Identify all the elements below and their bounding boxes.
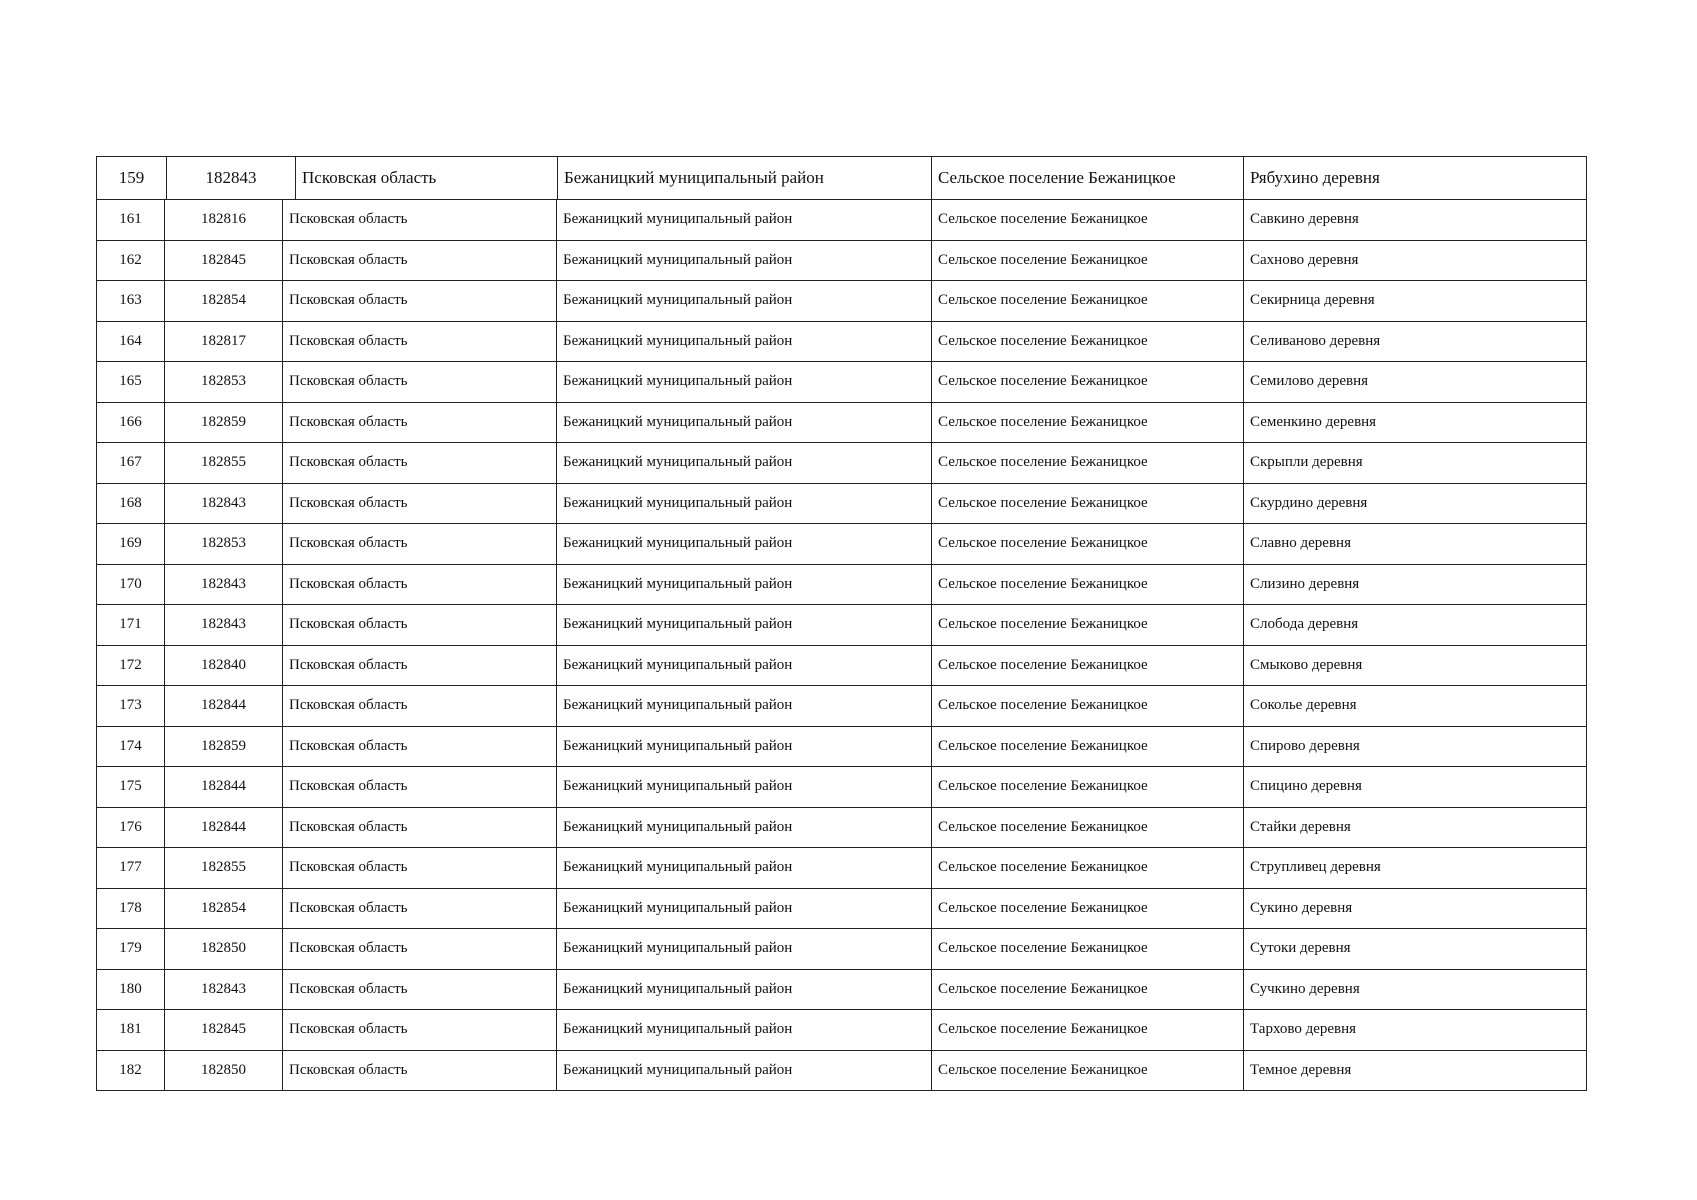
table-row bbox=[96, 1051, 1587, 1092]
postal-code-cell: 182853 bbox=[165, 524, 283, 564]
region-cell: Псковская область bbox=[283, 565, 557, 605]
settlement-cell: Сельское поселение Бежаницкое bbox=[932, 443, 1244, 483]
locality-cell: Темное деревня bbox=[1250, 1061, 1352, 1078]
postal-code-cell: 182859 bbox=[165, 727, 283, 767]
row-number-cell: 159 bbox=[97, 157, 167, 199]
row-number-cell: 171 bbox=[97, 605, 165, 645]
settlement-cell: Сельское поселение Бежаницкое bbox=[932, 200, 1244, 240]
table-row bbox=[96, 727, 1587, 768]
region-cell: Псковская область bbox=[283, 767, 557, 807]
district-cell: Бежаницкий муниципальный район bbox=[557, 322, 932, 362]
district-cell: Бежаницкий муниципальный район bbox=[557, 767, 932, 807]
table-row bbox=[96, 767, 1587, 808]
region-cell: Псковская область bbox=[283, 524, 557, 564]
row-number-cell: 161 bbox=[97, 200, 165, 240]
row-number-cell: 167 bbox=[97, 443, 165, 483]
settlement-cell: Сельское поселение Бежаницкое bbox=[932, 889, 1244, 929]
district-cell: Бежаницкий муниципальный район bbox=[557, 970, 932, 1010]
postal-code-cell: 182843 bbox=[167, 157, 296, 199]
postal-code-cell: 182854 bbox=[165, 281, 283, 321]
table-row bbox=[96, 929, 1587, 970]
locality-cell: Селиваново деревня bbox=[1250, 332, 1381, 349]
locality-cell: Семенкино деревня bbox=[1250, 413, 1377, 430]
settlement-cell: Сельское поселение Бежаницкое bbox=[932, 1051, 1244, 1091]
table-row bbox=[96, 443, 1587, 484]
district-cell: Бежаницкий муниципальный район bbox=[557, 403, 932, 443]
row-number-cell: 174 bbox=[97, 727, 165, 767]
region-cell: Псковская область bbox=[283, 200, 557, 240]
postal-code-cell: 182817 bbox=[165, 322, 283, 362]
district-cell: Бежаницкий муниципальный район bbox=[557, 727, 932, 767]
settlement-cell: Сельское поселение Бежаницкое bbox=[932, 646, 1244, 686]
district-cell: Бежаницкий муниципальный район bbox=[557, 484, 932, 524]
region-cell: Псковская область bbox=[283, 403, 557, 443]
district-cell: Бежаницкий муниципальный район bbox=[557, 848, 932, 888]
postal-code-cell: 182855 bbox=[165, 443, 283, 483]
settlement-cell: Сельское поселение Бежаницкое bbox=[932, 727, 1244, 767]
district-cell: Бежаницкий муниципальный район bbox=[557, 443, 932, 483]
settlement-cell: Сельское поселение Бежаницкое bbox=[932, 848, 1244, 888]
settlement-cell: Сельское поселение Бежаницкое bbox=[932, 484, 1244, 524]
district-cell: Бежаницкий муниципальный район bbox=[557, 1051, 932, 1091]
table-row bbox=[96, 362, 1587, 403]
settlement-cell: Сельское поселение Бежаницкое bbox=[932, 605, 1244, 645]
table-row bbox=[96, 241, 1587, 282]
locality-cell: Слизино деревня bbox=[1250, 575, 1360, 592]
table-row bbox=[96, 605, 1587, 646]
locality-cell: Сахново деревня bbox=[1250, 251, 1359, 268]
locality-cell: Скрыпли деревня bbox=[1250, 454, 1363, 471]
locality-cell: Спицино деревня bbox=[1250, 778, 1362, 795]
row-number-cell: 165 bbox=[97, 362, 165, 402]
locality-cell: Слобода деревня bbox=[1250, 616, 1359, 633]
district-cell: Бежаницкий муниципальный район bbox=[557, 889, 932, 929]
region-cell: Псковская область bbox=[283, 362, 557, 402]
region-cell: Псковская область bbox=[283, 970, 557, 1010]
row-number-cell: 177 bbox=[97, 848, 165, 888]
district-cell: Бежаницкий муниципальный район bbox=[557, 808, 932, 848]
district-cell: Бежаницкий муниципальный район bbox=[557, 1010, 932, 1050]
postal-code-cell: 182845 bbox=[165, 241, 283, 281]
locality-cell: Сукино деревня bbox=[1250, 899, 1353, 916]
table-row bbox=[96, 848, 1587, 889]
row-number-cell: 173 bbox=[97, 686, 165, 726]
table-row bbox=[96, 565, 1587, 606]
postal-code-cell: 182854 bbox=[165, 889, 283, 929]
region-cell: Псковская область bbox=[296, 157, 558, 199]
locality-cell: Скурдино деревня bbox=[1250, 494, 1368, 511]
district-cell: Бежаницкий муниципальный район bbox=[557, 281, 932, 321]
table-row bbox=[96, 686, 1587, 727]
settlement-cell: Сельское поселение Бежаницкое bbox=[932, 929, 1244, 969]
settlement-cell: Сельское поселение Бежаницкое bbox=[932, 403, 1244, 443]
locality-cell: Секирница деревня bbox=[1250, 292, 1375, 309]
table-row bbox=[96, 200, 1587, 241]
postal-code-cell: 182844 bbox=[165, 767, 283, 807]
postal-code-cell: 182843 bbox=[165, 605, 283, 645]
region-cell: Псковская область bbox=[283, 848, 557, 888]
table-row bbox=[96, 970, 1587, 1011]
region-cell: Псковская область bbox=[283, 241, 557, 281]
settlement-cell: Сельское поселение Бежаницкое bbox=[932, 686, 1244, 726]
district-cell: Бежаницкий муниципальный район bbox=[557, 929, 932, 969]
row-number-cell: 162 bbox=[97, 241, 165, 281]
row-number-cell: 164 bbox=[97, 322, 165, 362]
district-cell: Бежаницкий муниципальный район bbox=[557, 565, 932, 605]
settlement-cell: Сельское поселение Бежаницкое bbox=[932, 322, 1244, 362]
postal-code-cell: 182844 bbox=[165, 686, 283, 726]
row-number-cell: 181 bbox=[97, 1010, 165, 1050]
postal-code-cell: 182853 bbox=[165, 362, 283, 402]
row-number-cell: 172 bbox=[97, 646, 165, 686]
district-cell: Бежаницкий муниципальный район bbox=[557, 605, 932, 645]
settlement-cell: Сельское поселение Бежаницкое bbox=[932, 808, 1244, 848]
settlements-table bbox=[96, 156, 1587, 1091]
region-cell: Псковская область bbox=[283, 1010, 557, 1050]
locality-cell: Струпливец деревня bbox=[1250, 859, 1381, 876]
table-row bbox=[96, 403, 1587, 444]
region-cell: Псковская область bbox=[283, 646, 557, 686]
table-row bbox=[96, 524, 1587, 565]
locality-cell: Сучкино деревня bbox=[1250, 980, 1360, 997]
settlement-cell: Сельское поселение Бежаницкое bbox=[932, 1010, 1244, 1050]
district-cell: Бежаницкий муниципальный район bbox=[557, 362, 932, 402]
row-number-cell: 178 bbox=[97, 889, 165, 929]
postal-code-cell: 182859 bbox=[165, 403, 283, 443]
postal-code-cell: 182855 bbox=[165, 848, 283, 888]
district-cell: Бежаницкий муниципальный район bbox=[558, 157, 932, 199]
region-cell: Псковская область bbox=[283, 889, 557, 929]
postal-code-cell: 182816 bbox=[165, 200, 283, 240]
region-cell: Псковская область bbox=[283, 1051, 557, 1091]
table-row bbox=[96, 156, 1587, 200]
locality-cell: Славно деревня bbox=[1250, 535, 1351, 552]
region-cell: Псковская область bbox=[283, 281, 557, 321]
locality-cell: Стайки деревня bbox=[1250, 818, 1351, 835]
district-cell: Бежаницкий муниципальный район bbox=[557, 686, 932, 726]
settlement-cell: Сельское поселение Бежаницкое bbox=[932, 767, 1244, 807]
table-row bbox=[96, 484, 1587, 525]
region-cell: Псковская область bbox=[283, 322, 557, 362]
postal-code-cell: 182850 bbox=[165, 929, 283, 969]
settlement-cell: Сельское поселение Бежаницкое bbox=[932, 362, 1244, 402]
table-row bbox=[96, 646, 1587, 687]
row-number-cell: 175 bbox=[97, 767, 165, 807]
row-number-cell: 170 bbox=[97, 565, 165, 605]
region-cell: Псковская область bbox=[283, 484, 557, 524]
region-cell: Псковская область bbox=[283, 686, 557, 726]
row-number-cell: 182 bbox=[97, 1051, 165, 1091]
locality-cell: Спирово деревня bbox=[1250, 737, 1360, 754]
row-number-cell: 166 bbox=[97, 403, 165, 443]
row-number-cell: 179 bbox=[97, 929, 165, 969]
settlement-cell: Сельское поселение Бежаницкое bbox=[932, 241, 1244, 281]
row-number-cell: 168 bbox=[97, 484, 165, 524]
row-number-cell: 169 bbox=[97, 524, 165, 564]
district-cell: Бежаницкий муниципальный район bbox=[557, 241, 932, 281]
postal-code-cell: 182845 bbox=[165, 1010, 283, 1050]
locality-cell: Сутоки деревня bbox=[1250, 940, 1351, 957]
region-cell: Псковская область bbox=[283, 605, 557, 645]
locality-cell: Рябухино деревня bbox=[1250, 168, 1380, 187]
postal-code-cell: 182850 bbox=[165, 1051, 283, 1091]
row-number-cell: 176 bbox=[97, 808, 165, 848]
region-cell: Псковская область bbox=[283, 727, 557, 767]
table-row bbox=[96, 281, 1587, 322]
district-cell: Бежаницкий муниципальный район bbox=[557, 646, 932, 686]
settlement-cell: Сельское поселение Бежаницкое bbox=[932, 970, 1244, 1010]
postal-code-cell: 182840 bbox=[165, 646, 283, 686]
row-number-cell: 163 bbox=[97, 281, 165, 321]
settlement-cell: Сельское поселение Бежаницкое bbox=[932, 565, 1244, 605]
locality-cell: Смыково деревня bbox=[1250, 656, 1363, 673]
postal-code-cell: 182843 bbox=[165, 970, 283, 1010]
table-row bbox=[96, 1010, 1587, 1051]
settlement-cell: Сельское поселение Бежаницкое bbox=[932, 524, 1244, 564]
postal-code-cell: 182843 bbox=[165, 565, 283, 605]
region-cell: Псковская область bbox=[283, 443, 557, 483]
table-row bbox=[96, 889, 1587, 930]
district-cell: Бежаницкий муниципальный район bbox=[557, 200, 932, 240]
settlement-cell: Сельское поселение Бежаницкое bbox=[932, 157, 1244, 199]
region-cell: Псковская область bbox=[283, 808, 557, 848]
row-number-cell: 180 bbox=[97, 970, 165, 1010]
settlement-cell: Сельское поселение Бежаницкое bbox=[932, 281, 1244, 321]
locality-cell: Семилово деревня bbox=[1250, 373, 1369, 390]
locality-cell: Соколье деревня bbox=[1250, 697, 1357, 714]
locality-cell: Савкино деревня bbox=[1250, 211, 1359, 228]
district-cell: Бежаницкий муниципальный район bbox=[557, 524, 932, 564]
table-row bbox=[96, 808, 1587, 849]
postal-code-cell: 182843 bbox=[165, 484, 283, 524]
postal-code-cell: 182844 bbox=[165, 808, 283, 848]
region-cell: Псковская область bbox=[283, 929, 557, 969]
table-row bbox=[96, 322, 1587, 363]
locality-cell: Тархово деревня bbox=[1250, 1021, 1357, 1038]
